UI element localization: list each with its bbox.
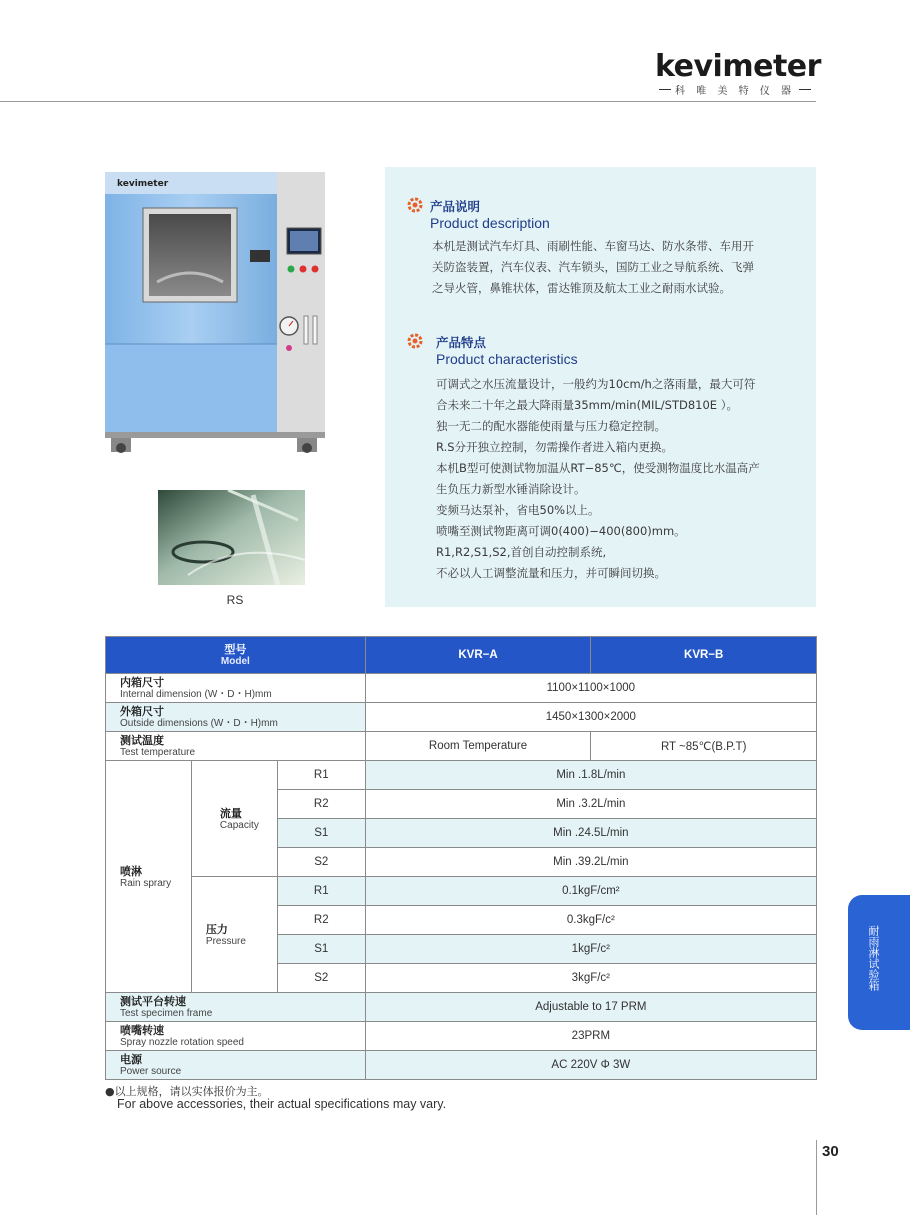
- page-number-divider: [816, 1140, 817, 1215]
- power-source-value: AC 220V Φ 3W: [365, 1051, 816, 1080]
- model-a-header: KVR−A: [365, 637, 591, 674]
- capacity-label: [191, 761, 277, 877]
- row-label-en: Capacity: [219, 819, 259, 831]
- footnote-cn: ●以上规格，请以实体报价为主。: [105, 1085, 269, 1098]
- characteristics-title-cn: 产品特点: [436, 335, 487, 350]
- row-label-cn: 内箱尺寸: [120, 676, 164, 689]
- characteristics-line: 生负压力新型水锤消除设计。: [436, 482, 586, 496]
- row-label-en: Pressure: [205, 935, 246, 947]
- description-line: 之导火管，鼻锥状体，雷达锥顶及航太工业之耐雨水试验。: [432, 281, 731, 295]
- internal-dimension-label: [106, 674, 366, 703]
- row-label-cn: 测试温度: [120, 734, 164, 747]
- table-row: [106, 703, 817, 732]
- header-divider: [0, 101, 816, 102]
- capacity-code: R1: [277, 761, 365, 790]
- row-label-en: Power source: [120, 1066, 182, 1077]
- pressure-code: S1: [277, 935, 365, 964]
- brand-subtitle: [655, 82, 815, 97]
- table-row: [106, 674, 817, 703]
- frame-speed-value: Adjustable to 17 PRM: [365, 993, 816, 1022]
- row-label-cn: 喷嘴转速: [120, 1024, 164, 1037]
- characteristics-text: [436, 374, 806, 584]
- footnote-en: For above accessories, their actual specifications may vary.: [117, 1097, 447, 1111]
- characteristics-line: 可调式之水压流量设计，一般约为10cm/h之落雨量，最大可符: [436, 377, 756, 391]
- pressure-value: 0.1kgF/cm²: [365, 877, 816, 906]
- model-header: [106, 637, 366, 674]
- internal-dimension-value: 1100×1100×1000: [365, 674, 816, 703]
- capacity-value: Min .39.2L/min: [365, 848, 816, 877]
- frame-speed-label: [106, 993, 366, 1022]
- table-row: [106, 993, 817, 1022]
- characteristics-line: 本机B型可使测试物加温从RT−85℃，使受测物温度比水温高产: [436, 461, 760, 475]
- capacity-value: Min .1.8L/min: [365, 761, 816, 790]
- description-text: [432, 236, 802, 299]
- characteristics-line: 合未来二十年之最大降雨量35mm/min(MIL/STD810E ）。: [436, 398, 738, 412]
- table-row: [106, 761, 817, 790]
- table-row: [106, 877, 817, 906]
- pressure-value: 1kgF/c²: [365, 935, 816, 964]
- pressure-value: 3kgF/c²: [365, 964, 816, 993]
- description-title-en: Product description: [430, 215, 550, 231]
- table-header-row: [106, 637, 817, 674]
- brand-logo: [655, 49, 821, 98]
- pressure-code: R1: [277, 877, 365, 906]
- model-b-header: KVR−B: [591, 637, 817, 674]
- nozzle-speed-label: [106, 1022, 366, 1051]
- row-label-cn: 流量: [219, 806, 242, 820]
- chamber-interior-photo: [158, 490, 305, 585]
- description-line: 本机是测试汽车灯具、雨刷性能、车窗马达、防水条带、车用开: [432, 239, 754, 253]
- characteristics-line: R.S分开独立控制，勿需操作者进入箱内更换。: [436, 440, 674, 454]
- pressure-value: 0.3kgF/c²: [365, 906, 816, 935]
- characteristics-line: 喷嘴至测试物距离可调0(400)−400(800)mm。: [436, 524, 686, 538]
- description-title-cn: 产品说明: [430, 199, 481, 214]
- gear-icon: [407, 333, 423, 349]
- row-label-en: Outside dimensions (W・D・H)mm: [120, 718, 278, 729]
- capacity-code: R2: [277, 790, 365, 819]
- capacity-value: Min .3.2L/min: [365, 790, 816, 819]
- rain-spray-label: [106, 761, 192, 993]
- gear-icon: [407, 197, 423, 213]
- table-row: [106, 1051, 817, 1080]
- row-label-cn: 外箱尺寸: [120, 705, 164, 718]
- characteristics-line: R1,R2,S1,S2,首创自动控制系统,: [436, 545, 607, 559]
- nozzle-speed-value: 23PRM: [365, 1022, 816, 1051]
- rain-test-chamber-image: [105, 172, 325, 454]
- image-caption: RS: [226, 593, 244, 607]
- row-label-en: Rain sprary: [120, 877, 172, 889]
- table-row: [106, 732, 817, 761]
- outside-dimension-value: 1450×1300×2000: [365, 703, 816, 732]
- row-label-en: Internal dimension (W・D・H)mm: [120, 689, 272, 700]
- pressure-label: [191, 877, 277, 993]
- row-label-cn: 喷淋: [120, 864, 142, 878]
- capacity-value: Min .24.5L/min: [365, 819, 816, 848]
- description-line: 关防盗装置，汽车仪表、汽车锁头，国防工业之导航系统、飞弹: [432, 260, 754, 274]
- machine-logo-text: kevimeter: [117, 179, 169, 189]
- page-number: 30: [822, 1143, 839, 1160]
- model-label-cn: 型号: [224, 643, 247, 656]
- row-label-cn: 压力: [205, 922, 228, 936]
- test-temperature-label: [106, 732, 366, 761]
- pressure-code: R2: [277, 906, 365, 935]
- power-source-label: [106, 1051, 366, 1080]
- row-label-cn: 测试平台转速: [120, 995, 186, 1008]
- outside-dimension-label: [106, 703, 366, 732]
- test-temperature-b: RT ~85℃(B.P.T): [591, 732, 817, 761]
- row-label-en: Test specimen frame: [120, 1008, 213, 1019]
- row-label-en: Spray nozzle rotation speed: [120, 1037, 244, 1048]
- row-label-en: Test temperature: [120, 747, 196, 758]
- test-temperature-a: Room Temperature: [365, 732, 591, 761]
- characteristics-line: 变频马达泵补，省电50%以上。: [436, 503, 600, 517]
- table-row: [106, 1022, 817, 1051]
- row-label-cn: 电源: [120, 1053, 142, 1066]
- category-side-tab-label: 耐雨淋试验箱: [867, 925, 880, 991]
- capacity-code: S1: [277, 819, 365, 848]
- model-label-en: Model: [220, 656, 250, 667]
- characteristics-line: 独一无二的配水器能使雨量与压力稳定控制。: [436, 419, 666, 433]
- pressure-code: S2: [277, 964, 365, 993]
- brand-name: kevimeter: [655, 49, 821, 84]
- specification-table: [105, 636, 817, 1080]
- brand-cn-name: 科 唯 美 特 仪 器: [675, 86, 795, 97]
- footnote: [105, 1085, 446, 1110]
- characteristics-line: 不必以人工调整流量和压力，并可瞬间切换。: [436, 566, 666, 580]
- capacity-code: S2: [277, 848, 365, 877]
- characteristics-title-en: Product characteristics: [436, 351, 578, 367]
